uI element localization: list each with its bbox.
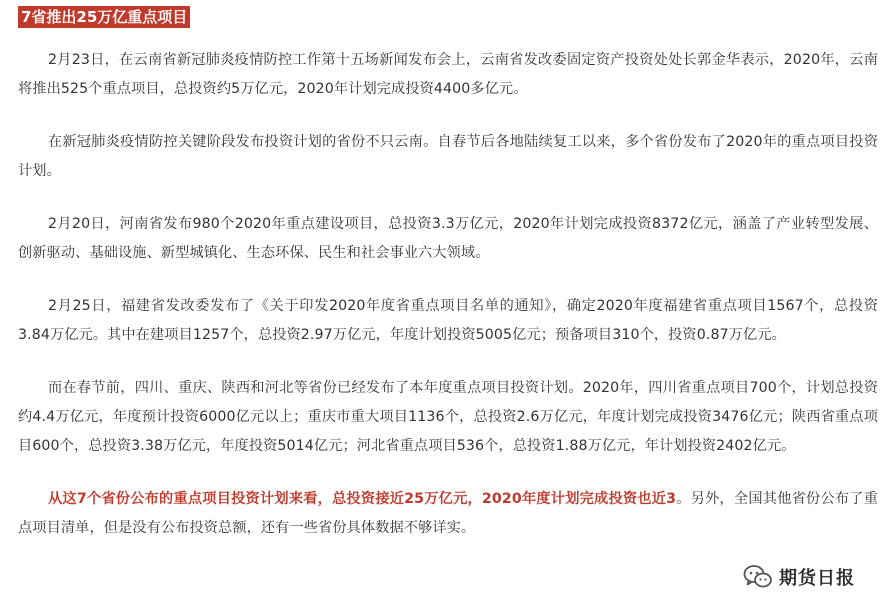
paragraph-5: 而在春节前，四川、重庆、陕西和河北等省份已经发布了本年度重点项目投资计划。2020年，四川省重点项目700个，计划总投资约4.4万亿元，年度预计投资6000亿元以上；重庆市重大项目1136个，总投资2.6万亿元，年度计划完成投资3476亿元；陕西省重点项目600个，总投资3.38万亿元，年度投资5014亿元；河北省重点项目536个，总投资1.88万亿元，年计划投资2402亿元。 bbox=[18, 380, 878, 454]
paragraph-4: 2月25日，福建省发改委发布了《关于印发2020年度省重点项目名单的通知》，确定2020年度福建省重点项目1567个，总投资3.84万亿元。其中在建项目1257个，总投资2.97万亿元，年度计划投资5005亿元；预备项目310个，投资0.87万亿元。 bbox=[18, 298, 878, 343]
article bbox=[18, 6, 878, 567]
paragraph-3: 2月20日，河南省发布980个2020年重点建设项目，总投资3.3万亿元，2020年计划完成投资8372亿元，涵盖了产业转型发展、创新驱动、基础设施、新型城镇化、生态环保、民生和社会事业六大领域。 bbox=[18, 216, 878, 261]
source-watermark bbox=[743, 564, 855, 590]
paragraph-6-rest: 。另外，全国其他省份公布了重点项目清单，但是没有公布投资总额，还有一些省份具体数据不够详实。 bbox=[18, 491, 879, 536]
article-heading: 7省推出25万亿重点项目 bbox=[18, 6, 190, 28]
watermark-text: 期货日报 bbox=[779, 568, 855, 589]
paragraph-6 bbox=[18, 485, 878, 543]
wechat-icon bbox=[743, 564, 773, 590]
paragraph-2: 在新冠肺炎疫情防控关键阶段发布投资计划的省份不只云南。自春节后各地陆续复工以来，多个省份发布了2020年的重点项目投资计划。 bbox=[18, 134, 878, 179]
highlighted-summary: 从这7个省份公布的重点项目投资计划来看，总投资接近25万亿元，2020年度计划完成投资也近3 bbox=[48, 491, 677, 507]
paragraph-1: 2月23日，在云南省新冠肺炎疫情防控工作第十五场新闻发布会上，云南省发改委固定资产投资处处长郭金华表示，2020年，云南将推出525个重点项目，总投资约5万亿元，2020年计划完成投资4400多亿元。 bbox=[18, 52, 878, 97]
